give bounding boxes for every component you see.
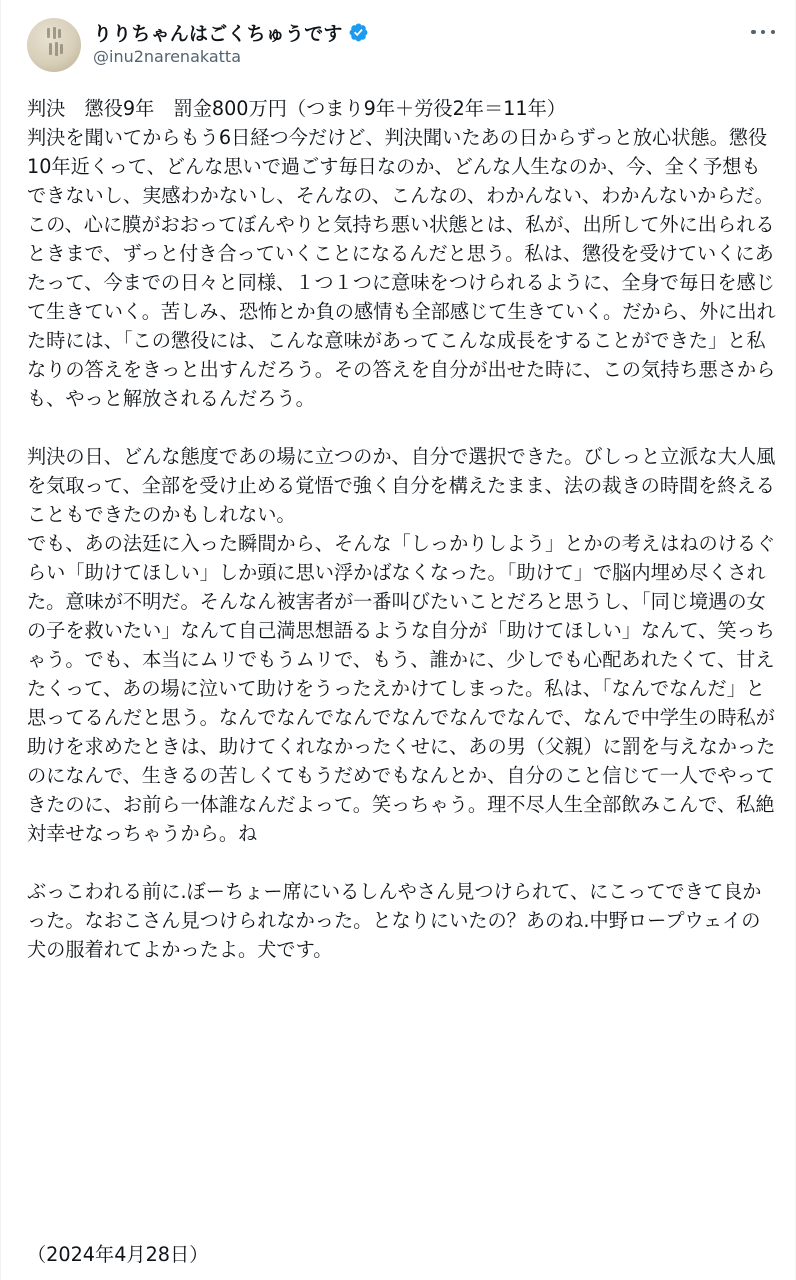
post-paragraph: 判決 懲役9年 罰金800万円（つまり9年＋労役2年＝11年） xyxy=(27,97,566,120)
author-names xyxy=(93,19,369,66)
display-name-row xyxy=(93,19,369,45)
avatar[interactable] xyxy=(27,18,81,72)
more-options-icon xyxy=(751,30,756,35)
post-paragraph: 判決を聞いてからもう6日経つ今だけど、判決聞いたあの日からずっと放心状態。懲役10年近くって、どんな思いで過ごす毎日なのか、どんな人生なのか、今、全く予想もできないし、実感わかないし、そんなの、こんなの、わかんない、わかんないからだ。この、心に膜がおおってぼんやりと気持ち悪い状態とは、私が、出所して外に出られるときまで、ずっと付き合っていくことになるんだと思う。私は、懲役を受けていくにあたって、今までの日々と同様、１つ１つに意味をつけられるように、全身で毎日を感じて生きていく。苦しみ、恐怖とか負の感情も全部感じて生きていく。だから、外に出れた時には、「この懲役には、こんな意味があってこんな成長をすることができた」と私なりの答えをきっと出すんだろう。その答えを自分が出せた時に、この気持ち悪さからも、やっと解放されるんだろう。 xyxy=(27,126,776,410)
paragraph-gap xyxy=(27,848,779,877)
verified-badge-icon xyxy=(348,22,369,43)
more-options-button[interactable] xyxy=(749,20,777,44)
post-header xyxy=(27,18,777,72)
display-name[interactable]: りりちゃんはごくちゅうです xyxy=(93,22,343,45)
paragraph-gap xyxy=(27,413,779,442)
post-text xyxy=(27,94,779,964)
post-paragraph: でも、あの法廷に入った瞬間から、そんな「しっかりしよう」とかの考えはねのけるぐらい「助けてほしい」しか頭に思い浮かばなくなった。「助けて」で脳内埋め尽くされた。意味が不明だ。そんなん被害者が一番叫びたいことだろと思うし、「同じ境遇の女の子を救いたい」なんて自己満思想語るような自分が「助けてほしい」なんて、笑っちゃう。でも、本当にムリでもうムリで、もう、誰かに、少しでも心配あれたくて、甘えたくって、あの場に泣いて助けをうったえかけてしまった。私は、「なんでなんだ」と思ってるんだと思う。なんでなんでなんでなんでなんでなんで、なんで中学生の時私が助けを求めたときは、助けてくれなかったくせに、あの男（父親）に罰を与えなかったのになんで、生きるの苦しくてもうだめでもなんとか、自分のこと信じて一人でやってきたのに、お前ら一体誰なんだよって。笑っちゃう。理不尽人生全部飲みこんで、私絶対幸せなっちゃうから。ね xyxy=(27,532,776,845)
post-date: （2024年4月28日） xyxy=(27,1243,209,1266)
post-paragraph: ぶっこわれる前に.ぼーちょー席にいるしんやさん見つけられて、にこってできて良かった。なおこさん見つけられなかった。となりにいたの？あのね.中野ロープウェイの犬の服着れてよかったよ。犬です。 xyxy=(27,880,762,961)
user-handle[interactable]: @inu2narenakatta xyxy=(93,47,242,66)
post-paragraph: 判決の日、どんな態度であの場に立つのか、自分で選択できた。びしっと立派な大人風を気取って、全部を受け止める覚悟で強く自分を構えたまま、法の裁きの時間を終えることもできたのかもしれない。 xyxy=(27,445,776,526)
